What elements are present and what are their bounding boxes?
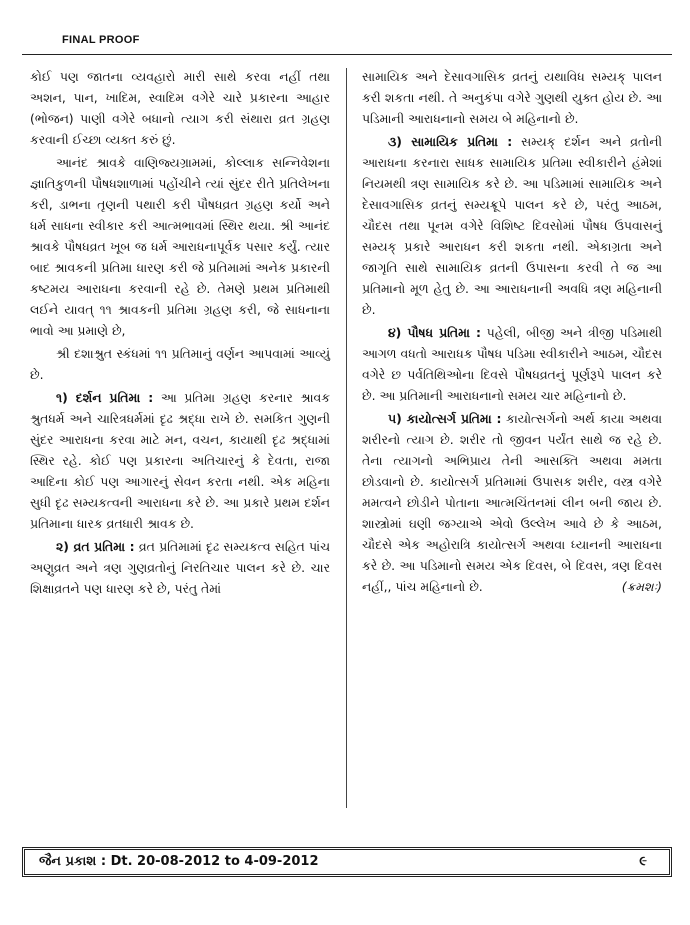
section-vrat-pratima: ૨) વ્રત પ્રતિમા : વ્રત પ્રતિમામાં દૃઢ સમ્યકત્વ સહિત પાંચ અણુવ્રત અને ત્રણ ગુણવ્રતોનું નિરતિચાર પાલન કરે છે. ચાર શિક્ષાવ્રતને પણ ધારણ કરે છે, પરંતુ તેમાં bbox=[30, 539, 330, 596]
header-rule bbox=[22, 54, 672, 55]
section-kayotsarg-pratima: ૫) કાયોત્સર્ગ પ્રતિમા : કાયોત્સર્ગનો અર્થ કાયા અથવા શરીરનો ત્યાગ છે. શરીર તો જીવન પર્યંત સાથે જ રહે છે. તેના ત્યાગનો અભિપ્રાય તેની આસક્તિ અથવા મમતા છોડવાનો છે. કાયોત્સર્ગ પ્રતિમામાં ઉપાસક શરીર, વસ્ત્ર વગેરે મમત્વને છોડીને પોતાના આત્મચિંતનમાં લીન બની જાય છે. શાસ્ત્રોમાં ઘણી જગ્યાએ એવો ઉલ્લેખ આવે છે કે આઠમ, ચૌદસે એક અહોરાત્રિ કાયોત્સર્ગ અથવા ધ્યાનની આરાધના કરે છે. આ પડિમાનો સમય એક દિવસ, બે દિવસ, ત્રણ દિવસ નહીં,, પાંચ મહિનાનો છે. (ક્રમશઃ) bbox=[362, 408, 662, 597]
publication-dateline: જૈન પ્રકાશ : Dt. 20-08-2012 to 4-09-2012 bbox=[39, 854, 319, 869]
paragraph: શ્રી દશાશ્રુત સ્કંધમાં ૧૧ પ્રતિમાનું વર્ણન આપવામાં આવ્યું છે. bbox=[30, 346, 330, 382]
paragraph: આનંદ શ્રાવકે વાણિજ્યગ્રામમાં, કોલ્લાક સન્નિવેશના જ્ઞાતિકુળની પૌષધશાળામાં પહોંચીને ત્યાં સુંદર રીતે પ્રતિલેખના કરી, ડાભના તૃણની પથારી કરી પૌષધવ્રત ગ્રહણ કર્યો અને ધર્મ સાધના સ્વીકાર કરી આત્મભાવમાં સ્થિર થયા. શ્રી આનંદ શ્રાવકે પૌષધવ્રત ખૂબ જ ધર્મ આરાધનાપૂર્વક પસાર કર્યું. ત્યાર બાદ શ્રાવકની પ્રતિમા ધારણ કરી જે પ્રતિમામાં અનેક પ્રકારની કષ્ટમય આરાધના કરવાની રહે છે. તેમણે પ્રથમ પ્રતિમાથી લઈને યાવત્ ૧૧ શ્રાવકની પ્રતિમા ગ્રહણ કરી, જે સાધનાના ભાવો આ પ્રમાણે છે, bbox=[30, 155, 330, 338]
section-samayik-pratima: ૩) સામાયિક પ્રતિમા : સમ્યક્ દર્શન અને વ્રતોની આરાધના કરનારા સાધક સામાયિક પ્રતિમા સ્વીકારીને હંમેશાં નિયમથી ત્રણ સામાયિક કરે છે. આ પડિમામાં સામાયિક અને દેસાવગાસિક વ્રતનું સમ્યક્રૂપે પાલન કરે છે, પરંતુ આઠમ, ચૌદસ તથા પૂનમ વગેરે વિશિષ્ટ દિવસોમાં પૌષધ ઉપવાસનું સમ્યક્ પ્રકારે આરાધન કરી શકતા નથી. એકાગ્રતા અને જાગૃતિ સાથે સામાયિક વ્રતની ઉપાસના કરવી તે જ આ પ્રતિમાનો મૂળ હેતુ છે. આ આરાધનાની અવધિ ત્રણ મહિનાની છે. bbox=[362, 134, 662, 317]
section-paushadh-pratima: ૪) પૌષધ પ્રતિમા : પહેલી, બીજી અને ત્રીજી પડિમાથી આગળ વધતો આરાધક પૌષધ પડિમા સ્વીકારીને આઠમ, ચૌદસ વગેરે છ પર્વતિથિઓના દિવસે પૌષધવ્રતનું પૂર્ણરૂપે પાલન કરે છે. આ પ્રતિમાની આરાધનાનો સમય ચાર મહિનાનો છે. bbox=[362, 325, 662, 403]
page-number: ૯ bbox=[639, 854, 647, 869]
page-body bbox=[30, 66, 662, 812]
section-heading: ૫) કાયોત્સર્ગ પ્રતિમા : bbox=[388, 411, 502, 426]
right-column bbox=[362, 66, 662, 812]
section-heading: ૨) વ્રત પ્રતિમા : bbox=[56, 539, 135, 554]
section-darshan-pratima: ૧) દર્શન પ્રતિમા : આ પ્રતિમા ગ્રહણ કરનાર શ્રાવક શ્રુતધર્મ અને ચારિત્રધર્મમાં દૃઢ શ્રદ્ધા રાખે છે. સમકિત ગુણની સુંદર આરાધના કરવા માટે મન, વચન, કાયાથી દૃઢ શ્રદ્ધામાં સ્થિર રહે. કોઈ પણ પ્રકારના અતિચારનું કે દેવતા, રાજા આદિના કોઈ પણ આગારનું સેવન કરતા નથી. એક મહિના સુધી દૃઢ સમ્યકત્વની આરાધના કરે છે. આ પ્રકારે પ્રથમ દર્શન પ્રતિમાના ધારક વ્રતધારી શ્રાવક છે. bbox=[30, 390, 330, 531]
column-divider bbox=[346, 68, 347, 808]
section-heading: ૪) પૌષધ પ્રતિમા : bbox=[388, 325, 481, 340]
footer-box bbox=[22, 847, 672, 877]
paragraph: સામાયિક અને દેસાવગાસિક વ્રતનું યથાવિધ સમ્યક્ પાલન કરી શકતા નથી. તે અનુકંપા વગેરે ગુણથી યુક્ત હોય છે. આ પડિમાની આરાધનાનો સમય બે મહિનાનો છે. bbox=[362, 69, 662, 126]
continued-note: (ક્રમશઃ) bbox=[621, 579, 662, 594]
header-label: FINAL PROOF bbox=[62, 34, 140, 46]
paragraph: કોઈ પણ જાતના વ્યવહારો મારી સાથે કરવા નહીં તથા અશન, પાન, ખાદિમ, સ્વાદિમ વગેરે ચારે પ્રકારના આહાર (ભોજન) પાણી વગેરે બધાનો ત્યાગ કરી સંથારા વ્રત ગ્રહણ કરવાની ઈચ્છા વ્યક્ત કરું છું. bbox=[30, 69, 330, 147]
section-heading: ૧) દર્શન પ્રતિમા : bbox=[56, 390, 154, 405]
left-column bbox=[30, 66, 330, 812]
section-heading: ૩) સામાયિક પ્રતિમા : bbox=[388, 134, 513, 149]
